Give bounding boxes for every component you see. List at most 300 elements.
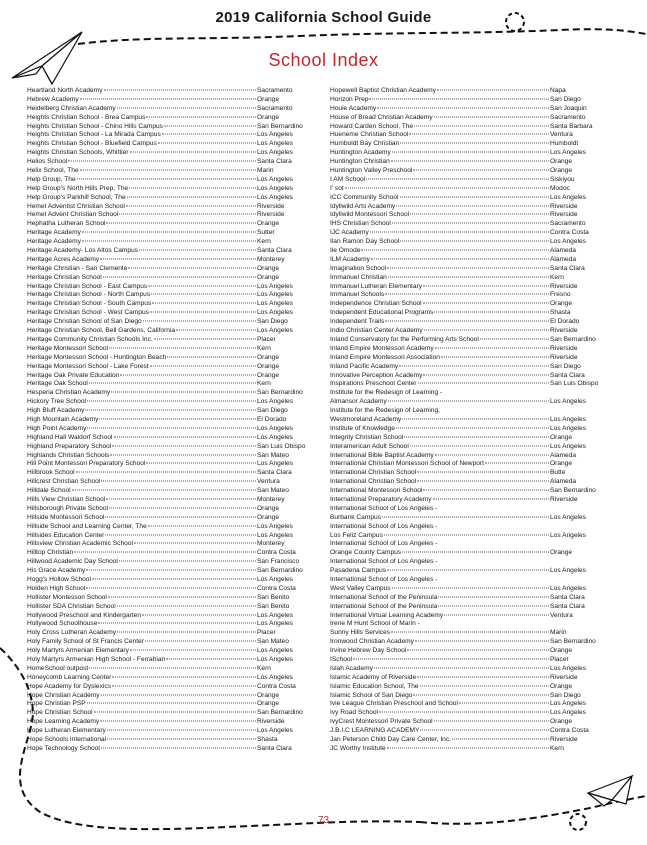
school-name: Heritage Oak School xyxy=(27,380,88,388)
dot-leader xyxy=(345,187,549,188)
dot-leader xyxy=(101,481,256,482)
index-entry xyxy=(330,558,608,567)
dot-leader xyxy=(145,641,256,642)
county-name: Orange xyxy=(257,362,279,370)
index-entry xyxy=(330,363,608,372)
county-name: Riverside xyxy=(550,282,578,290)
index-entry xyxy=(330,540,608,549)
school-name: Horizon Prep xyxy=(330,95,369,103)
school-name: International Montessori School xyxy=(330,487,423,495)
school-name: Holy Martyrs Armenian High School - Ferrahian xyxy=(27,656,166,663)
school-name: Hope Christian PSP xyxy=(27,700,86,708)
county-name: Los Angeles xyxy=(257,433,293,441)
dot-leader xyxy=(423,303,549,304)
dot-leader xyxy=(117,107,256,108)
dot-leader xyxy=(112,685,256,686)
dot-leader xyxy=(399,365,549,366)
county-name: Los Angeles xyxy=(257,282,293,290)
dot-leader xyxy=(423,490,549,491)
county-name: Shasta xyxy=(257,736,278,744)
index-entry xyxy=(27,496,315,505)
index-entry xyxy=(330,291,608,300)
index-entry xyxy=(27,736,315,745)
school-name: Irene M Hunt School of Marin - xyxy=(330,620,420,628)
dot-leader xyxy=(402,418,549,419)
index-entry xyxy=(330,647,608,656)
county-name: San Bernardino xyxy=(550,638,596,646)
school-name: Holy Cross Lutheran Academy xyxy=(27,629,117,637)
index-entry xyxy=(27,229,315,238)
dot-leader xyxy=(387,747,549,748)
dot-leader xyxy=(94,712,256,713)
index-entry xyxy=(27,460,315,469)
index-entry xyxy=(330,620,608,629)
school-name: JC Worthy Institute xyxy=(330,744,386,752)
dot-leader xyxy=(143,321,256,322)
index-entry xyxy=(27,256,315,265)
county-name: San Bernardino xyxy=(257,122,303,130)
dot-leader xyxy=(107,730,256,731)
school-name: Hemet Advent Christian School xyxy=(27,211,119,219)
school-name: Holy Martyrs Armenian Elementary xyxy=(27,647,129,655)
school-name: ISchool xyxy=(330,656,352,663)
school-name: Huntington Academy xyxy=(330,149,391,157)
section-title: School Index xyxy=(268,50,379,70)
county-name: Los Angeles xyxy=(550,149,586,157)
county-name: San Mateo xyxy=(257,638,289,646)
school-name: Heritage Academy xyxy=(27,229,81,237)
county-name: Marin xyxy=(550,629,567,637)
index-entry xyxy=(330,727,608,736)
county-name: Orange xyxy=(550,682,572,690)
index-entry xyxy=(330,487,608,496)
county-name: Orange xyxy=(257,353,279,361)
dot-leader xyxy=(480,338,549,339)
school-name: International Virtual Learning Academy xyxy=(330,611,444,619)
school-name: Heritage Christian School - West Campus xyxy=(27,309,149,317)
index-entry xyxy=(27,274,315,283)
index-entry xyxy=(27,149,315,158)
school-name: Inland Pacific Academy xyxy=(330,362,399,370)
school-name: Hillsborough Private School xyxy=(27,504,108,512)
index-entry xyxy=(27,114,315,123)
school-name: Westmoreland Academy xyxy=(330,415,402,423)
county-name: El Dorado xyxy=(550,318,580,326)
school-name: Heritage Academy- Los Altos Campus xyxy=(27,247,139,255)
county-name: Placer xyxy=(257,629,276,637)
index-entry xyxy=(27,220,315,229)
dot-leader xyxy=(126,205,256,206)
county-name: Butte xyxy=(550,469,566,477)
dot-leader xyxy=(130,152,256,153)
dot-leader xyxy=(82,232,256,233)
school-name: Heidelberg Christian Academy xyxy=(27,104,116,112)
dot-leader xyxy=(109,507,256,508)
index-entry xyxy=(330,425,608,434)
dot-leader xyxy=(89,383,256,384)
dot-leader xyxy=(142,614,256,615)
school-name: Heritage Academy xyxy=(27,238,81,246)
index-entry xyxy=(27,523,315,532)
school-name: Hebrew Academy xyxy=(27,95,79,103)
county-name: Contra Costa xyxy=(257,584,296,592)
school-name: ILM Academy xyxy=(330,255,370,263)
index-entry xyxy=(27,203,315,212)
school-name: International Preparatory Academy xyxy=(330,495,432,503)
index-entry xyxy=(330,683,608,692)
index-entry xyxy=(27,336,315,345)
county-name: San Francisco xyxy=(257,558,300,566)
dot-leader xyxy=(128,267,256,268)
county-name: Ventura xyxy=(550,611,573,619)
county-name: Contra Costa xyxy=(550,229,589,237)
school-name: Heartland North Academy xyxy=(27,87,103,94)
index-column-right xyxy=(330,87,608,754)
county-name: Shasta xyxy=(550,309,571,317)
dot-leader xyxy=(407,650,549,651)
dot-leader xyxy=(400,196,549,197)
dot-leader xyxy=(74,552,256,553)
dot-leader xyxy=(438,596,549,597)
county-name: Orange xyxy=(257,113,279,121)
dot-leader xyxy=(388,401,549,402)
index-entry xyxy=(27,532,315,541)
index-entry xyxy=(330,140,608,149)
index-entry xyxy=(27,567,315,576)
dot-leader xyxy=(68,161,256,162)
dot-leader xyxy=(433,498,549,499)
dot-leader xyxy=(117,605,256,606)
index-entry xyxy=(27,603,315,612)
school-name: Honeycomb Learning Center xyxy=(27,673,112,681)
school-name: I AM School xyxy=(330,175,366,183)
dot-leader xyxy=(391,161,549,162)
school-name: Burbank Campus xyxy=(330,513,381,521)
dot-leader xyxy=(409,134,549,135)
county-name: Los Angeles xyxy=(550,567,586,575)
dot-leader xyxy=(392,223,549,224)
dot-leader xyxy=(107,739,256,740)
school-name: Hope Learning Academy xyxy=(27,718,100,726)
county-name: San Luis Obispo xyxy=(550,380,599,388)
county-name: San Joaquin xyxy=(550,104,587,112)
dot-leader xyxy=(127,196,256,197)
index-entry xyxy=(27,487,315,496)
index-entry xyxy=(27,443,315,452)
school-name: Huntington Christian xyxy=(330,158,390,166)
school-name: Ironwood Christian Academy xyxy=(330,638,414,646)
index-entry xyxy=(330,496,608,505)
county-name: Riverside xyxy=(257,211,285,219)
county-name: Los Angeles xyxy=(257,193,293,201)
school-name: Independent Trails xyxy=(330,318,385,326)
dot-leader xyxy=(410,445,549,446)
county-name: Orange xyxy=(257,504,279,512)
school-name: International School of Los Angeles - xyxy=(330,504,438,512)
county-name: San Bernardino xyxy=(257,567,303,575)
index-entry xyxy=(27,727,315,736)
index-entry xyxy=(27,629,315,638)
index-entry xyxy=(330,736,608,745)
school-name: Hillsview Christian Academic School xyxy=(27,540,133,548)
school-name: International School of the Peninsula xyxy=(330,602,438,610)
dot-leader xyxy=(150,312,256,313)
county-name: Alameda xyxy=(550,451,577,459)
school-name: Holden High School xyxy=(27,584,86,592)
index-column-left xyxy=(27,87,315,754)
county-name: San Bernardino xyxy=(257,389,303,397)
county-name: San Diego xyxy=(550,691,581,699)
county-name: Sacramento xyxy=(257,87,293,94)
county-name: Sutter xyxy=(257,229,275,237)
school-name: Heritage Christian School xyxy=(27,273,102,281)
school-name: Hillcrest Christian School xyxy=(27,478,101,486)
dot-leader xyxy=(104,90,257,91)
school-name: Heights Christian School - Chino Hills Campus xyxy=(27,122,163,130)
school-name: Helix School, The xyxy=(27,167,79,175)
school-name: Hill Point Montessori Preparatory School xyxy=(27,460,146,468)
county-name: San Bernardino xyxy=(550,487,596,495)
index-entry xyxy=(330,345,608,354)
dot-leader xyxy=(76,472,256,473)
dot-leader xyxy=(423,374,549,375)
county-name: Los Angeles xyxy=(550,664,586,672)
dot-leader xyxy=(444,614,549,615)
school-name: Immanuel Lutheran Elementary xyxy=(330,282,422,290)
index-entry xyxy=(27,416,315,425)
school-name: Inland Conservatory for the Performing Arts School xyxy=(330,335,479,343)
index-entry xyxy=(27,185,315,194)
index-entry xyxy=(27,620,315,629)
paper-plane-icon xyxy=(588,776,632,806)
dot-leader xyxy=(87,703,256,704)
county-name: Orange xyxy=(257,273,279,281)
school-name: Heritage Montessori School xyxy=(27,344,108,352)
dot-leader xyxy=(400,241,549,242)
index-entry xyxy=(27,194,315,203)
county-name: Los Angeles xyxy=(550,442,586,450)
dot-leader xyxy=(413,694,549,695)
index-entry xyxy=(330,372,608,381)
county-name: Santa Clara xyxy=(257,247,292,255)
index-entry xyxy=(330,674,608,683)
dot-leader xyxy=(86,570,256,571)
dot-leader xyxy=(111,392,256,393)
county-name: San Diego xyxy=(257,407,288,415)
school-name: Idyllwild Arts Academy xyxy=(330,202,396,210)
index-entry xyxy=(27,380,315,389)
school-name: His Grace Academy xyxy=(27,567,86,575)
dot-leader xyxy=(366,178,549,179)
index-entry xyxy=(330,327,608,336)
school-name: Heritage Montessori School - Huntington Beach xyxy=(27,353,167,361)
county-name: Riverside xyxy=(550,495,578,503)
county-name: Los Angeles xyxy=(257,656,293,663)
dot-leader xyxy=(120,374,256,375)
school-name: Interamerican Adult School xyxy=(330,442,409,450)
index-entry xyxy=(330,149,608,158)
county-name: Kern xyxy=(257,238,271,246)
dot-leader xyxy=(119,214,256,215)
index-entry xyxy=(330,638,608,647)
county-name: Orange xyxy=(550,460,572,468)
school-name: Institute for the Redesign of Learning - xyxy=(330,389,443,397)
school-name: Inspirations Preschool Center xyxy=(330,380,417,388)
dot-leader xyxy=(92,578,256,579)
school-name: Hillside School and Learning Center, The xyxy=(27,522,147,530)
school-name: Holy Family School of St Francis Center xyxy=(27,638,144,646)
school-name: Independence Christian School xyxy=(330,300,422,308)
dot-leader xyxy=(417,481,549,482)
school-name: Highland Hall Waldorf School xyxy=(27,433,113,441)
index-entry xyxy=(330,194,608,203)
county-name: Contra Costa xyxy=(257,682,296,690)
dot-leader xyxy=(105,516,256,517)
index-entry xyxy=(330,96,608,105)
dot-leader xyxy=(400,143,549,144)
dot-leader xyxy=(420,685,549,686)
school-name: Hope Technology School xyxy=(27,744,100,752)
index-entry xyxy=(27,283,315,292)
school-name: High Mountain Academy xyxy=(27,415,99,423)
county-name: Sacramento xyxy=(257,104,293,112)
index-entry xyxy=(330,158,608,167)
index-entry xyxy=(27,309,315,318)
dot-leader xyxy=(388,276,549,277)
county-name: Orange xyxy=(257,264,279,272)
county-name: Los Angeles xyxy=(550,709,586,717)
index-entry xyxy=(27,709,315,718)
county-name: Los Angeles xyxy=(257,575,293,583)
school-name: Help Group's Parkhill School, The xyxy=(27,193,126,201)
index-entry xyxy=(330,283,608,292)
county-name: Santa Clara xyxy=(550,593,585,601)
school-name: Almansor Academy xyxy=(330,398,387,406)
index-entry xyxy=(330,105,608,114)
school-name: Institute for the Redesign of Learning, xyxy=(330,407,440,415)
county-name: Orange xyxy=(550,647,572,655)
dot-leader xyxy=(82,241,256,242)
index-entry xyxy=(27,176,315,185)
dot-leader xyxy=(134,543,256,544)
index-entry xyxy=(27,434,315,443)
county-name: Fresno xyxy=(550,291,571,299)
index-entry xyxy=(330,300,608,309)
county-name: Siskiyou xyxy=(550,175,575,183)
school-name: Hope Christian School xyxy=(27,709,93,717)
school-name: HomeSchool outpost xyxy=(27,664,89,672)
school-name: International Christian School xyxy=(330,469,417,477)
school-name: Hope Academy for Dyslexics xyxy=(27,682,111,690)
county-name: Kern xyxy=(257,664,271,672)
county-name: Contra Costa xyxy=(257,549,296,557)
dot-leader xyxy=(139,250,256,251)
county-name: Los Angeles xyxy=(257,131,293,139)
index-entry xyxy=(330,238,608,247)
index-entry xyxy=(27,505,315,514)
county-name: Riverside xyxy=(550,327,578,335)
dot-leader xyxy=(435,454,549,455)
dot-leader xyxy=(391,632,549,633)
index-entry xyxy=(27,692,315,701)
county-name: Los Angeles xyxy=(257,327,293,335)
dot-leader xyxy=(435,347,549,348)
index-entry xyxy=(330,514,608,523)
county-name: San Luis Obispo xyxy=(257,442,306,450)
county-name: Santa Clara xyxy=(550,264,585,272)
dot-leader xyxy=(87,401,256,402)
county-name: Riverside xyxy=(550,211,578,219)
index-entry xyxy=(330,229,608,238)
index-entry xyxy=(330,745,608,754)
index-entry xyxy=(27,158,315,167)
index-entry xyxy=(330,398,608,407)
county-name: Orange xyxy=(257,371,279,379)
county-name: Riverside xyxy=(550,736,578,744)
dot-leader xyxy=(146,463,256,464)
school-name: Hope Christian Academy xyxy=(27,691,100,699)
index-entry xyxy=(330,211,608,220)
school-name: Indio Christian Center Academy xyxy=(330,327,423,335)
index-entry xyxy=(330,523,608,532)
index-entry xyxy=(330,389,608,398)
school-name: Humboldt Bay Christian xyxy=(330,140,400,148)
dot-leader xyxy=(417,472,549,473)
county-name: San Benito xyxy=(257,602,290,610)
index-entry xyxy=(330,131,608,140)
school-name: Huntington Valley Preschool xyxy=(330,167,413,175)
dot-leader xyxy=(396,205,549,206)
index-entry xyxy=(330,247,608,256)
county-name: Sacramento xyxy=(550,220,586,228)
county-name: Kern xyxy=(550,744,564,752)
school-name: Integrity Christian School xyxy=(330,433,404,441)
index-entry xyxy=(330,265,608,274)
dot-leader xyxy=(353,659,549,660)
school-name: I' sot xyxy=(330,184,344,192)
index-entry xyxy=(27,354,315,363)
county-name: Kern xyxy=(257,344,271,352)
county-name: Los Angeles xyxy=(257,300,293,308)
index-entry xyxy=(27,558,315,567)
dot-leader xyxy=(112,676,256,677)
dot-leader xyxy=(176,330,256,331)
county-name: Los Angeles xyxy=(257,522,293,530)
dot-leader xyxy=(485,463,549,464)
school-name: International School of Los Angeles - xyxy=(330,522,438,530)
school-name: Jan Peterson Child Day Care Center, Inc. xyxy=(330,736,451,744)
index-entry xyxy=(330,336,608,345)
school-name: Hemet Adventist Christian School xyxy=(27,202,125,210)
dot-leader xyxy=(150,365,256,366)
index-entry xyxy=(330,318,608,327)
county-name: Orange xyxy=(550,158,572,166)
index-entry xyxy=(27,576,315,585)
dot-leader xyxy=(148,525,256,526)
dot-leader xyxy=(382,516,549,517)
dot-leader xyxy=(129,187,256,188)
school-name: Heritage Oak Private Education xyxy=(27,371,120,379)
dot-leader xyxy=(167,356,256,357)
dot-leader xyxy=(374,667,549,668)
dot-leader xyxy=(151,294,256,295)
dot-leader xyxy=(423,285,549,286)
county-name: Riverside xyxy=(550,353,578,361)
school-name: Islah Academy xyxy=(330,664,373,672)
dot-leader xyxy=(418,383,550,384)
school-name: Islamic School of San Diego xyxy=(330,691,413,699)
index-entry xyxy=(330,549,608,558)
